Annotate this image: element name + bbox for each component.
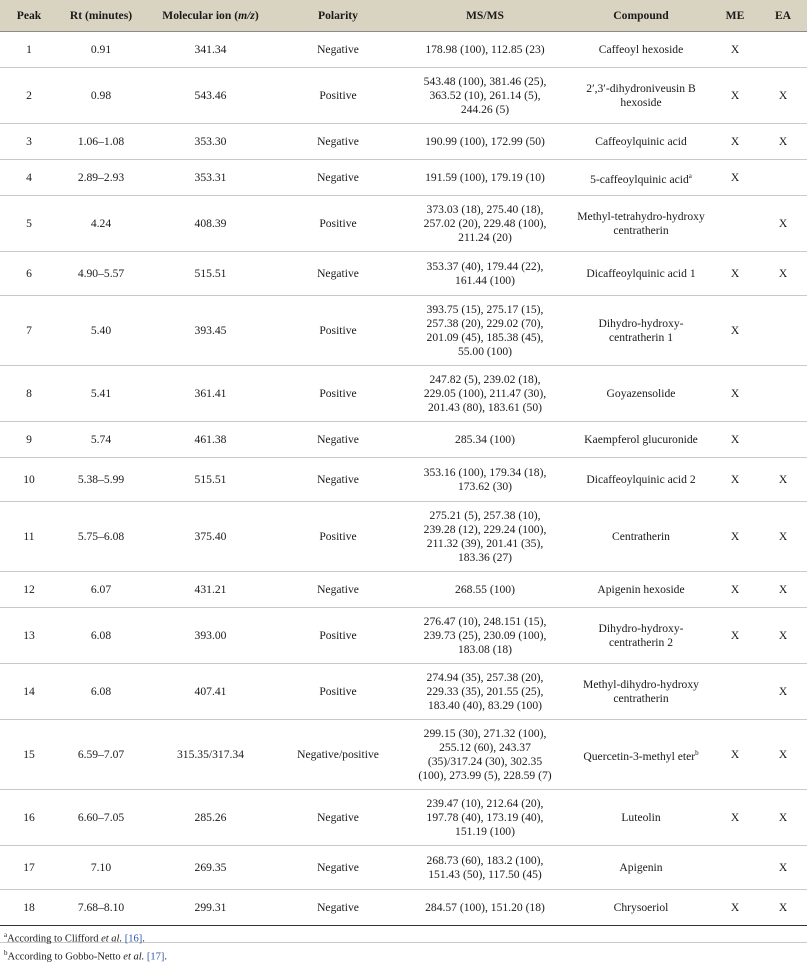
cell-msms: [399, 720, 571, 790]
cell-polarity: Negative: [277, 572, 399, 608]
compound-name: Dicaffeoylquinic acid 2: [586, 472, 696, 486]
cell-polarity: Negative: [277, 32, 399, 68]
table-body: [0, 32, 807, 926]
cell-polarity: Positive: [277, 68, 399, 124]
table-row: [0, 608, 807, 664]
footnote-a-end: .: [142, 933, 145, 945]
compound-line: [573, 224, 709, 238]
cell-rt: 6.07: [58, 572, 144, 608]
cell-molecular-ion: 361.41: [144, 366, 277, 422]
msms-line: 255.12 (60), 243.37: [439, 740, 531, 754]
msms-line: 151.19 (100): [455, 824, 515, 838]
cell-msms: [399, 502, 571, 572]
table-row: [0, 296, 807, 366]
cell-me: [711, 846, 759, 890]
compound-name: Caffeoyl hexoside: [598, 42, 684, 56]
cell-molecular-ion: 461.38: [144, 422, 277, 458]
compound-name: Dicaffeoylquinic acid 1: [586, 266, 696, 280]
cell-compound: [571, 366, 711, 422]
cell-ea: X: [759, 458, 807, 502]
cell-ea: X: [759, 252, 807, 296]
cell-rt: 0.91: [58, 32, 144, 68]
footnote-a-text: According to Clifford: [7, 933, 102, 945]
cell-peak: 12: [0, 572, 58, 608]
cell-peak: 13: [0, 608, 58, 664]
cell-rt: 7.68–8.10: [58, 890, 144, 926]
cell-peak: 3: [0, 124, 58, 160]
msms-line: 191.59 (100), 179.19 (10): [425, 170, 545, 184]
cell-polarity: Negative: [277, 790, 399, 846]
footnote-b-ref-link[interactable]: [17]: [146, 951, 165, 963]
footnote-marker: b: [695, 748, 699, 757]
msms-line: 353.37 (40), 179.44 (22),: [426, 259, 544, 273]
compound-line: [573, 96, 709, 110]
footnote-a: [0, 927, 807, 943]
cell-peak: 6: [0, 252, 58, 296]
cell-me: [711, 196, 759, 252]
cell-compound: [571, 890, 711, 926]
cell-msms: [399, 68, 571, 124]
footnote-a-mark: a: [4, 931, 8, 939]
table-row: [0, 846, 807, 890]
header-compound: Compound: [571, 0, 711, 32]
cell-peak: 17: [0, 846, 58, 890]
cell-me: X: [711, 124, 759, 160]
cell-ea: X: [759, 846, 807, 890]
cell-rt: 6.59–7.07: [58, 720, 144, 790]
msms-line: 239.47 (10), 212.64 (20),: [426, 796, 544, 810]
header-me: ME: [711, 0, 759, 32]
cell-ea: X: [759, 572, 807, 608]
footnote-b-end: .: [164, 951, 168, 963]
cell-msms: [399, 790, 571, 846]
compound-name: Methyl-tetrahydro-hydroxy: [577, 209, 705, 223]
cell-rt: 6.60–7.05: [58, 790, 144, 846]
msms-line: 285.34 (100): [455, 432, 515, 446]
table-row: [0, 160, 807, 196]
msms-line: 211.32 (39), 201.41 (35),: [426, 536, 544, 550]
msms-line: 151.43 (50), 117.50 (45): [428, 867, 542, 881]
cell-msms: [399, 664, 571, 720]
table-row: [0, 572, 807, 608]
cell-peak: 8: [0, 366, 58, 422]
cell-ea: X: [759, 720, 807, 790]
compound-name: Apigenin hexoside: [597, 582, 685, 596]
compound-line: [573, 433, 709, 447]
cell-ea: X: [759, 790, 807, 846]
table-row: [0, 790, 807, 846]
cell-peak: 9: [0, 422, 58, 458]
cell-polarity: Negative: [277, 160, 399, 196]
cell-molecular-ion: 299.31: [144, 890, 277, 926]
compound-line: [573, 901, 709, 915]
cell-rt: 5.74: [58, 422, 144, 458]
msms-line: 183.36 (27): [457, 550, 513, 564]
cell-me: X: [711, 720, 759, 790]
table-row: [0, 422, 807, 458]
cell-compound: [571, 252, 711, 296]
cell-peak: 1: [0, 32, 58, 68]
footnote-b-mark: b: [4, 949, 8, 957]
compound-name: Dihydro-hydroxy-: [598, 621, 684, 635]
cell-peak: 14: [0, 664, 58, 720]
compound-name: centratherin: [613, 223, 669, 237]
cell-rt: 5.38–5.99: [58, 458, 144, 502]
compound-name: Kaempferol glucuronide: [584, 432, 698, 446]
cell-peak: 10: [0, 458, 58, 502]
cell-me: X: [711, 890, 759, 926]
footnote-b: [0, 945, 807, 961]
compound-name: Centratherin: [612, 529, 670, 543]
msms-line: 201.09 (45), 185.38 (45),: [426, 330, 544, 344]
cell-rt: 5.41: [58, 366, 144, 422]
cell-peak: 4: [0, 160, 58, 196]
cell-ea: [759, 160, 807, 196]
cell-me: X: [711, 252, 759, 296]
header-row: [0, 0, 807, 32]
cell-compound: [571, 32, 711, 68]
cell-msms: [399, 32, 571, 68]
compound-name: Apigenin: [619, 860, 663, 874]
cell-molecular-ion: 315.35/317.34: [144, 720, 277, 790]
compound-name: Goyazensolide: [606, 386, 676, 400]
cell-msms: [399, 890, 571, 926]
cell-msms: [399, 458, 571, 502]
cell-polarity: Positive: [277, 196, 399, 252]
cell-rt: 1.06–1.08: [58, 124, 144, 160]
compound-name: centratherin: [613, 691, 669, 705]
msms-line: 178.98 (100), 112.85 (23): [425, 42, 545, 56]
table-row: [0, 890, 807, 926]
cell-compound: [571, 572, 711, 608]
cell-ea: X: [759, 664, 807, 720]
cell-polarity: Negative/positive: [277, 720, 399, 790]
cell-molecular-ion: 393.00: [144, 608, 277, 664]
cell-molecular-ion: 431.21: [144, 572, 277, 608]
cell-me: X: [711, 68, 759, 124]
cell-molecular-ion: 375.40: [144, 502, 277, 572]
msms-line: 268.55 (100): [455, 582, 515, 596]
msms-line: 247.82 (5), 239.02 (18),: [429, 372, 541, 386]
compound-line: [573, 473, 709, 487]
cell-compound: [571, 502, 711, 572]
cell-me: X: [711, 160, 759, 196]
msms-line: 299.15 (30), 271.32 (100),: [423, 726, 547, 740]
compound-name: Dihydro-hydroxy-: [598, 316, 684, 330]
cell-msms: [399, 196, 571, 252]
msms-line: 183.40 (40), 83.29 (100): [428, 698, 542, 712]
msms-line: 55.00 (100): [457, 344, 513, 358]
msms-line: 257.02 (20), 229.48 (100),: [423, 216, 547, 230]
header-mol-prefix: Molecular ion (: [162, 8, 239, 22]
compound-line: [573, 746, 709, 764]
footnote-b-italic: et al.: [123, 951, 145, 963]
cell-molecular-ion: 341.34: [144, 32, 277, 68]
cell-molecular-ion: 353.31: [144, 160, 277, 196]
cell-molecular-ion: 515.51: [144, 458, 277, 502]
cell-peak: 7: [0, 296, 58, 366]
compound-line: [573, 169, 709, 187]
msms-line: 190.99 (100), 172.99 (50): [425, 134, 545, 148]
cell-compound: [571, 458, 711, 502]
cell-molecular-ion: 407.41: [144, 664, 277, 720]
cell-molecular-ion: 515.51: [144, 252, 277, 296]
footnote-b-text: According to Gobbo-Netto: [7, 951, 124, 963]
table-row: [0, 502, 807, 572]
cell-ea: X: [759, 196, 807, 252]
compound-name: centratherin 1: [608, 330, 674, 344]
msms-line: 239.73 (25), 230.09 (100),: [423, 628, 547, 642]
cell-me: X: [711, 572, 759, 608]
compound-line: [573, 636, 709, 650]
compound-name: Quercetin-3-methyl eter: [583, 749, 696, 763]
cell-msms: [399, 422, 571, 458]
msms-line: 275.21 (5), 257.38 (10),: [429, 508, 541, 522]
cell-ea: [759, 32, 807, 68]
footnote-a-italic: et al.: [101, 933, 123, 945]
cell-rt: 0.98: [58, 68, 144, 124]
compound-line: [573, 861, 709, 875]
compound-line: [573, 331, 709, 345]
cell-msms: [399, 366, 571, 422]
compound-name: 5-caffeoylquinic acid: [590, 172, 689, 186]
msms-line: 363.52 (10), 261.14 (5),: [429, 88, 541, 102]
cell-me: X: [711, 790, 759, 846]
cell-polarity: Positive: [277, 296, 399, 366]
table-row: [0, 458, 807, 502]
cell-compound: [571, 124, 711, 160]
table-row: [0, 664, 807, 720]
msms-line: 353.16 (100), 179.34 (18),: [423, 465, 547, 479]
cell-polarity: Positive: [277, 366, 399, 422]
compound-line: [573, 82, 709, 96]
cell-molecular-ion: 353.30: [144, 124, 277, 160]
compound-line: [573, 692, 709, 706]
compound-name: Chrysoeriol: [613, 900, 669, 914]
msms-line: 276.47 (10), 248.151 (15),: [423, 614, 547, 628]
compound-name: hexoside: [620, 95, 662, 109]
cell-polarity: Negative: [277, 124, 399, 160]
msms-line: 161.44 (100): [455, 273, 515, 287]
compound-line: [573, 622, 709, 636]
compound-line: [573, 267, 709, 281]
cell-msms: [399, 124, 571, 160]
cell-compound: [571, 160, 711, 196]
cell-compound: [571, 846, 711, 890]
msms-line: 244.26 (5): [460, 102, 510, 116]
footnote-marker: a: [688, 171, 692, 180]
table-row: [0, 720, 807, 790]
cell-me: X: [711, 422, 759, 458]
cell-polarity: Negative: [277, 422, 399, 458]
msms-line: 239.28 (12), 229.24 (100),: [423, 522, 547, 536]
header-rt: Rt (minutes): [58, 0, 144, 32]
compound-line: [573, 317, 709, 331]
compound-line: [573, 210, 709, 224]
cell-polarity: Positive: [277, 664, 399, 720]
cell-me: X: [711, 608, 759, 664]
cell-rt: 6.08: [58, 608, 144, 664]
msms-line: (35)/317.24 (30), 302.35: [427, 754, 543, 768]
header-peak: Peak: [0, 0, 58, 32]
cell-peak: 11: [0, 502, 58, 572]
compound-line: [573, 583, 709, 597]
header-mol-suffix: ): [254, 8, 259, 22]
cell-polarity: Negative: [277, 846, 399, 890]
cell-compound: [571, 664, 711, 720]
cell-compound: [571, 790, 711, 846]
table-row: [0, 252, 807, 296]
table-row: [0, 68, 807, 124]
cell-ea: [759, 422, 807, 458]
msms-line: 197.78 (40), 173.19 (40),: [426, 810, 544, 824]
cell-rt: 2.89–2.93: [58, 160, 144, 196]
cell-peak: 15: [0, 720, 58, 790]
cell-peak: 16: [0, 790, 58, 846]
msms-line: 543.48 (100), 381.46 (25),: [423, 74, 547, 88]
cell-polarity: Positive: [277, 502, 399, 572]
cell-compound: [571, 720, 711, 790]
cell-rt: 7.10: [58, 846, 144, 890]
cell-rt: 4.24: [58, 196, 144, 252]
table-row: [0, 196, 807, 252]
cell-polarity: Negative: [277, 252, 399, 296]
header-ea: EA: [759, 0, 807, 32]
compound-line: [573, 43, 709, 57]
msms-line: 173.62 (30): [457, 479, 513, 493]
msms-line: 257.38 (20), 229.02 (70),: [426, 316, 544, 330]
cell-compound: [571, 296, 711, 366]
cell-rt: 4.90–5.57: [58, 252, 144, 296]
cell-ea: X: [759, 68, 807, 124]
compound-line: [573, 530, 709, 544]
table-row: [0, 366, 807, 422]
cell-compound: [571, 422, 711, 458]
header-mol-italic: m/z: [238, 8, 255, 22]
cell-polarity: Negative: [277, 458, 399, 502]
header-polarity: Polarity: [277, 0, 399, 32]
cell-molecular-ion: 269.35: [144, 846, 277, 890]
cell-ea: X: [759, 124, 807, 160]
cell-compound: [571, 68, 711, 124]
compound-name: Luteolin: [621, 810, 661, 824]
cell-molecular-ion: 543.46: [144, 68, 277, 124]
msms-line: 393.75 (15), 275.17 (15),: [426, 302, 544, 316]
cell-msms: [399, 296, 571, 366]
msms-line: 229.05 (100), 211.47 (30),: [423, 386, 547, 400]
cell-me: X: [711, 32, 759, 68]
cell-me: X: [711, 458, 759, 502]
cell-msms: [399, 252, 571, 296]
cell-peak: 18: [0, 890, 58, 926]
msms-line: 183.08 (18): [457, 642, 513, 656]
msms-line: 274.94 (35), 257.38 (20),: [426, 670, 544, 684]
cell-molecular-ion: 408.39: [144, 196, 277, 252]
cell-polarity: Negative: [277, 890, 399, 926]
footnote-a-ref-link[interactable]: [16]: [124, 933, 143, 945]
header-msms: MS/MS: [399, 0, 571, 32]
msms-line: 268.73 (60), 183.2 (100),: [426, 853, 544, 867]
cell-ea: X: [759, 502, 807, 572]
cell-polarity: Positive: [277, 608, 399, 664]
cell-me: X: [711, 296, 759, 366]
cell-rt: 5.75–6.08: [58, 502, 144, 572]
cell-msms: [399, 846, 571, 890]
compound-line: [573, 387, 709, 401]
cell-msms: [399, 572, 571, 608]
msms-line: 211.24 (20): [458, 230, 512, 244]
cell-ea: [759, 366, 807, 422]
cell-rt: 5.40: [58, 296, 144, 366]
cell-msms: [399, 608, 571, 664]
msms-line: 373.03 (18), 275.40 (18),: [426, 202, 544, 216]
cell-me: [711, 664, 759, 720]
cell-me: X: [711, 366, 759, 422]
cell-rt: 6.08: [58, 664, 144, 720]
msms-line: (100), 273.99 (5), 228.59 (7): [418, 768, 552, 782]
msms-line: 201.43 (80), 183.61 (50): [428, 400, 542, 414]
table-row: [0, 124, 807, 160]
compound-name: Methyl-dihydro-hydroxy: [583, 677, 699, 691]
compound-name: 2′,3′-dihydroniveusin B: [586, 81, 696, 95]
header-molecular-ion: [144, 0, 277, 32]
cell-molecular-ion: 285.26: [144, 790, 277, 846]
compound-line: [573, 678, 709, 692]
cell-me: X: [711, 502, 759, 572]
cell-ea: X: [759, 608, 807, 664]
cell-molecular-ion: 393.45: [144, 296, 277, 366]
cell-ea: X: [759, 890, 807, 926]
cell-compound: [571, 196, 711, 252]
compound-name: Caffeoylquinic acid: [595, 134, 687, 148]
table-row: [0, 32, 807, 68]
cell-peak: 2: [0, 68, 58, 124]
compound-line: [573, 811, 709, 825]
cell-msms: [399, 160, 571, 196]
msms-line: 229.33 (35), 201.55 (25),: [426, 684, 544, 698]
msms-line: 284.57 (100), 151.20 (18): [425, 900, 545, 914]
compound-line: [573, 135, 709, 149]
cell-peak: 5: [0, 196, 58, 252]
compound-name: centratherin 2: [608, 635, 674, 649]
cell-ea: [759, 296, 807, 366]
cell-compound: [571, 608, 711, 664]
